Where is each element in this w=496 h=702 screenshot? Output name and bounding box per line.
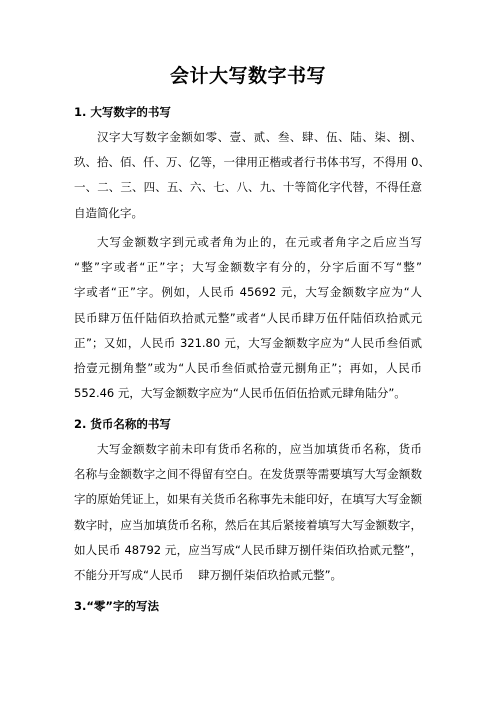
paragraph-line: 大写金额数字前未印有货币名称的，应当加填货币名称，货币	[97, 442, 422, 456]
paragraph-line: 大写金额数字到元或者角为止的，在元或者角字之后应当写	[97, 235, 422, 249]
paragraph-line: 552.46 元，大写金额数字应为“人民币伍佰伍拾贰元肆角陆分”。	[74, 386, 406, 401]
paragraph-line: 汉字大写数字金额如零、壹、贰、叁、肆、伍、陆、柒、捌、	[97, 130, 422, 144]
paragraph-line: 数字时，应当加填货币名称，然后在其后紧接着填写大写金额数字，	[74, 517, 422, 532]
section-1-paragraph-1	[74, 125, 430, 226]
section-2-heading: 2. 货币名称的书写	[74, 417, 171, 431]
paragraph-line: 如人民币 48792 元，应当写成“人民币肆万捌仟柒佰玖拾贰元整”，	[74, 542, 422, 557]
section-1-paragraph-2	[74, 230, 422, 406]
paragraph-line: 字的原始凭证上，如果有关货币名称事先未能印好，在填写大写金额	[74, 492, 422, 507]
paragraph-line: 玖、拾、佰、仟、万、亿等，一律用正楷或者行书体书写，不得用 0、	[74, 155, 430, 170]
paragraph-line: 自造简化字。	[74, 205, 143, 220]
paragraph-line: 字或者“正”字。例如，人民币 45692 元，大写金额数字应为“人	[74, 285, 422, 300]
paragraph-line: “整”字或者“正”字；大写金额数字有分的，分字后面不写“整”	[74, 260, 422, 275]
paragraph-line: 不能分开写成“人民币 肆万捌仟柒佰玖拾贰元整”。	[74, 567, 343, 582]
paragraph-line: 拾壹元捌角整”或为“人民币叁佰贰拾壹元捌角正”；再如，人民币	[74, 360, 422, 375]
section-2-paragraph-1	[74, 437, 422, 588]
paragraph-line: 正”；又如，人民币 321.80 元，大写金额数字应为“人民币叁佰贰	[74, 335, 422, 350]
paragraph-line: 一、二、三、四、五、六、七、八、九、十等简化字代替，不得任意	[74, 180, 422, 195]
document-title: 会计大写数字书写	[169, 65, 326, 87]
section-1-heading: 1. 大写数字的书写	[74, 105, 171, 119]
paragraph-line: 名称与金额数字之间不得留有空白。在发货票等需要填写大写金额数	[74, 467, 422, 482]
section-3-heading: 3.“零”字的写法	[74, 599, 159, 613]
paragraph-line: 民币肆万伍仟陆佰玖拾贰元整”或者“人民币肆万伍仟陆佰玖拾贰元	[74, 310, 422, 325]
